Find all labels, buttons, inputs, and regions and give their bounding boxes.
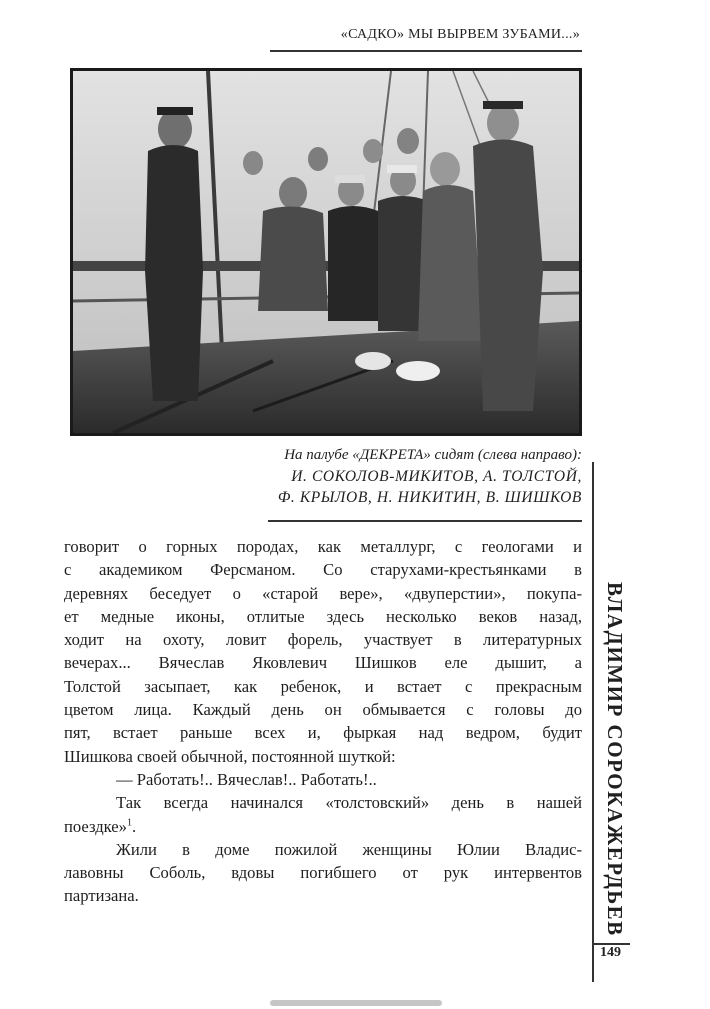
body-line: говорит о горных породах, как металлург, с геологами и xyxy=(64,537,582,556)
caption-rule xyxy=(268,520,582,522)
body-line: ходит на охоту, ловит форель, участвует в литературных xyxy=(64,630,582,650)
historical-photo xyxy=(70,68,582,436)
caption-line-1: На палубе «ДЕКРЕТА» сидят (слева направо): xyxy=(284,447,582,463)
scroll-indicator[interactable] xyxy=(270,1000,442,1006)
body-line: вечерах... Вячеслав Яковлевич Шишков еле дышит, а xyxy=(64,653,582,673)
body-line xyxy=(64,815,582,838)
footnote-mark[interactable]: 1 xyxy=(126,817,132,829)
photo-caption xyxy=(150,445,582,508)
body-line: Толстой засыпает, как ребенок, и встает с прекрасным xyxy=(64,676,582,696)
body-line: деревнях беседует о «старой вере», «двуперстии», покупа- xyxy=(64,583,582,603)
quote-line: — Работать!.. Вячеслав!.. Работать!.. xyxy=(116,769,377,789)
body-line: ет медные иконы, отлитые здесь несколько веков назад, xyxy=(64,606,582,626)
body-line: цветом лица. Каждый день он обмывается с головы до xyxy=(64,700,582,720)
side-author-title: ВЛАДИМИР СОРОКАЖЕРДЬЕВ xyxy=(603,582,627,937)
body-line: Жили в доме пожилой женщины Юлии Владис- xyxy=(116,839,582,859)
body-line: с академиком Ферсманом. Со старухами-крестьянками в xyxy=(64,560,582,580)
photo-image xyxy=(73,71,579,433)
running-head-rule xyxy=(270,50,582,52)
caption-line-3: Ф. КРЫЛОВ, Н. НИКИТИН, В. ШИШКОВ xyxy=(277,489,582,506)
body-line: Так всегда начинался «толстовский» день в нашей xyxy=(116,793,582,813)
body-line: лавовны Соболь, вдовы погибшего от рук интервентов xyxy=(64,863,582,883)
body-line: партизана. xyxy=(64,886,139,906)
body-line: пят, встает раньше всех и, фыркая над ведром, будит xyxy=(64,723,582,743)
page-number: 149 xyxy=(600,945,621,960)
body-text xyxy=(64,535,582,908)
body-line: Шишкова своей обычной, постоянной шуткой: xyxy=(64,746,396,766)
side-rule xyxy=(592,462,594,982)
caption-line-2: И. СОКОЛОВ-МИКИТОВ, А. ТОЛСТОЙ, xyxy=(291,468,582,485)
para2-period: . xyxy=(131,816,137,836)
para2-end-text: поездке» xyxy=(64,816,127,836)
running-head: «САДКО» МЫ ВЫРВЕМ ЗУБАМИ...» xyxy=(340,27,580,42)
